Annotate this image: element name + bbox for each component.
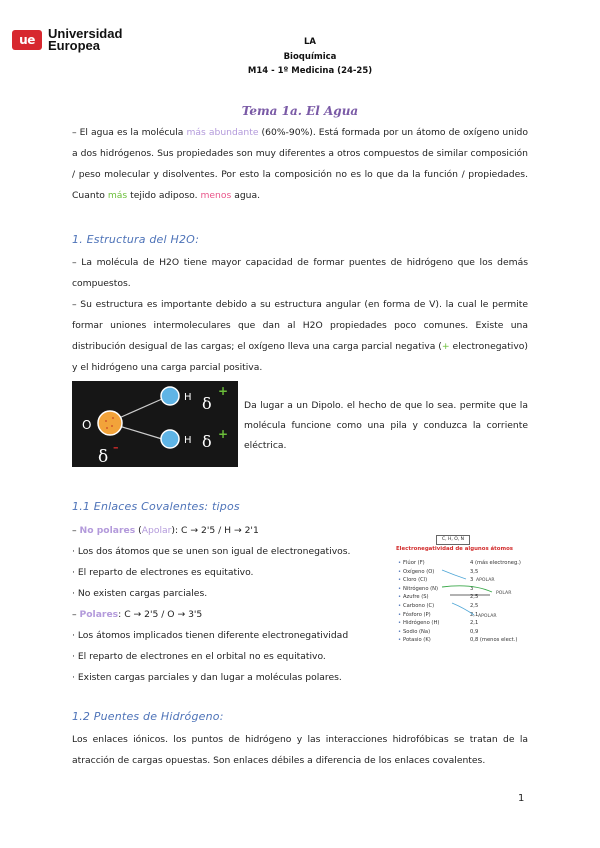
intro-highlight-mas: más — [107, 190, 128, 201]
section-1-para-1: – La molécula de H2O tiene mayor capacidad de formar puentes de hidrógeno que los demás compuestos. — [72, 257, 528, 289]
bullet-icon: • — [398, 577, 402, 584]
bullet-icon: • — [398, 611, 402, 618]
university-logo — [12, 28, 122, 52]
section-1-heading: 1. Estructura del H2O: — [72, 233, 200, 246]
header-line-3: M14 - 1º Medicina (24-25) — [247, 66, 373, 76]
bullet-icon: • — [398, 620, 402, 627]
plus-bottom: + — [218, 427, 229, 441]
apolar-label: Apolar — [141, 525, 172, 536]
hydrogen-atom-top — [161, 387, 179, 405]
delta-bottom: δ — [202, 432, 212, 451]
en-element: Sodio (Na) — [403, 628, 431, 635]
intro-text-4: agua. — [231, 190, 261, 201]
annotation-curve-apolar1 — [442, 570, 466, 579]
oxygen-atom — [98, 411, 122, 435]
en-value: 2,5 — [470, 602, 479, 609]
note-apolar-1: APOLAR — [476, 578, 495, 583]
intro-highlight-abundante: más abundante — [186, 127, 259, 138]
dipolo-text: Da lugar a un Dipolo. el hecho de que lo sea. permite que la molécula funcione como una pila y conduzca la corriente eléctrica. — [244, 400, 528, 451]
note-polar: POLAR — [496, 591, 512, 596]
section-1-para-2b: electronegativo) y el hidrógeno una carga parcial positiva. — [72, 341, 528, 373]
hydrogen-label-bottom: H — [184, 435, 192, 446]
intro-highlight-menos: menos — [200, 190, 232, 201]
logo-line-1: Universidad — [48, 26, 123, 41]
bullet-icon: • — [398, 585, 402, 592]
np-formula: C → 2'5 / H → 2'1 — [181, 525, 259, 536]
en-element: Carbono (C) — [403, 602, 435, 609]
oxygen-dot — [106, 427, 108, 429]
oxygen-label: O — [82, 418, 92, 432]
section-1-para-2a: – Su estructura es importante debido a su estructura angular (en forma de V). la cual le permite formar uniones intermoleculares que dan al H2O propiedades poco comunes. Existe una distribución desigual de las cargas; el oxígeno lleva una carga parcial negativa ( — [72, 299, 528, 352]
plus-top: + — [218, 384, 229, 398]
p-colon: : — [118, 609, 122, 620]
electronegativity-table — [392, 535, 542, 655]
page-number: 1 — [518, 793, 525, 804]
oxygen-dot — [112, 417, 114, 419]
minus-oxygen: – — [113, 441, 119, 454]
en-element: Azufre (S) — [403, 594, 429, 601]
intro-text-1: – El agua es la molécula — [72, 127, 187, 138]
bullet-icon: • — [398, 602, 402, 609]
p-prefix: – — [72, 609, 80, 620]
en-value: 2,5 — [470, 594, 479, 601]
en-element: Flúor (F) — [403, 560, 425, 566]
en-element: Nitrógeno (N) — [403, 585, 439, 592]
list-item: · El reparto de electrones es equitativo. — [72, 567, 254, 578]
en-element: Hidrógeno (H) — [403, 620, 440, 627]
en-element: Potasio (K) — [403, 637, 431, 644]
intro-text-3: tejido adiposo. — [127, 190, 201, 201]
section-1-1-heading: 1.1 Enlaces Covalentes: tipos — [72, 500, 240, 513]
en-value: 4 (más electroneg.) — [470, 560, 521, 566]
en-value: 2,1 — [470, 611, 479, 618]
en-value: 0,9 — [470, 628, 479, 635]
np-close: ): — [171, 525, 179, 536]
logo-text — [48, 28, 122, 52]
list-item: · El reparto de electrones en el orbital no es equitativo. — [72, 651, 326, 662]
bullet-icon: • — [398, 628, 402, 635]
list-item: · Existen cargas parciales y dan lugar a moléculas polares. — [72, 672, 342, 683]
bullet-icon: • — [398, 568, 402, 575]
en-element: Fósforo (P) — [403, 611, 431, 618]
oxygen-dot — [105, 420, 107, 422]
polares-line — [72, 604, 382, 625]
page-title: Tema 1a. El Agua — [241, 104, 359, 118]
water-molecule-diagram — [72, 381, 238, 467]
header-line-1: LA — [304, 37, 316, 47]
delta-top: δ — [202, 394, 212, 413]
note-apolar-2: APOLAR — [478, 614, 497, 619]
en-element: Cloro (Cl) — [403, 577, 428, 584]
header-line-2: Bioquímica — [283, 52, 337, 62]
en-tab-label: C, H, O, N — [436, 535, 470, 545]
bullet-icon: • — [398, 594, 402, 601]
delta-oxygen: δ — [98, 447, 109, 467]
en-table-title: Electronegatividad de algunos átomos — [396, 546, 513, 552]
np-prefix: – — [72, 525, 80, 536]
hydrogen-atom-bottom — [161, 430, 179, 448]
section-1-2-heading: 1.2 Puentes de Hidrógeno: — [72, 710, 224, 723]
section-1-body — [72, 252, 528, 378]
bullet-icon: • — [398, 637, 402, 644]
p-formula: C → 2'5 / O → 3'5 — [124, 609, 203, 620]
intro-paragraph — [72, 122, 528, 206]
np-open: ( — [135, 525, 142, 536]
intro-text-2: (60%-90%). Está formada por un átomo de oxígeno unido a dos hidrógenos. Sus propiedades son muy diferentes a otros compuestos de similar composición / peso molecular y disolventes. Por esto la composición no es lo que da la función / propiedades. Cuanto — [72, 127, 529, 201]
en-value: 3 — [470, 585, 474, 592]
polares-label: Polares — [79, 609, 119, 620]
section-1-para-2 — [72, 294, 528, 378]
annotation-curve-apolar2 — [452, 603, 474, 615]
list-item: · Los átomos implicados tienen diferente electronegatividad — [72, 630, 349, 641]
logo-mark: ue — [12, 30, 42, 50]
en-element: Oxígeno (O) — [403, 568, 435, 575]
en-value: 2,1 — [470, 620, 479, 627]
oxygen-dot — [111, 425, 113, 427]
section-1-plus: + — [441, 341, 450, 352]
hydrogen-label-top: H — [184, 392, 192, 403]
en-value: 3,5 — [470, 568, 479, 575]
logo-line-2: Europea — [48, 38, 101, 53]
en-annotation-arrows — [392, 535, 542, 655]
list-item: · No existen cargas parciales. — [72, 588, 208, 599]
en-value: 0,8 (menos elect.) — [470, 637, 518, 644]
annotation-curve-polar — [442, 586, 492, 592]
section-1-2-body: Los enlaces iónicos. los puntos de hidrógeno y las interacciones hidrofóbicas se tratan de la atracción de cargas opuestas. Son enlaces débiles a diferencia de los enlaces covalentes. — [72, 734, 528, 766]
covalent-bonds-list — [72, 520, 382, 688]
diagram-background — [72, 381, 238, 467]
bullet-icon: • — [398, 560, 402, 566]
en-value: 3 — [470, 577, 474, 584]
no-polares-label: No polares — [79, 525, 136, 536]
list-item: · Los dos átomos que se unen son igual de electronegativos. — [72, 546, 351, 557]
no-polares-line — [72, 520, 382, 541]
